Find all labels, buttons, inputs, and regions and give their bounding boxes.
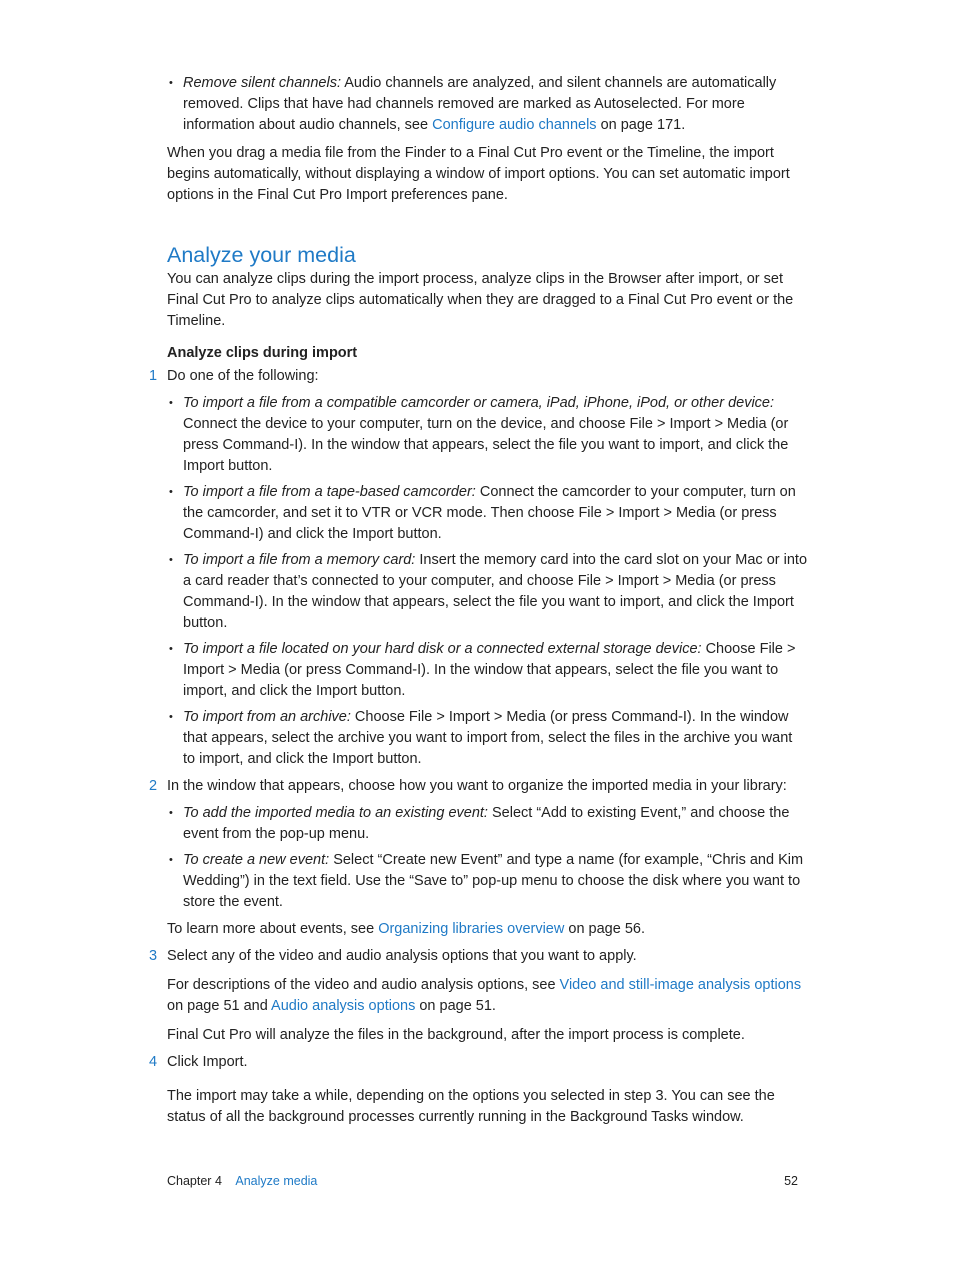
note-text-end: on page 56.	[564, 921, 645, 937]
step-text: Select any of the video and audio analysis options that you want to apply.	[167, 948, 637, 964]
bullet-text: Select “Create new Event” and type a name (for example, “Chris and Kim Wedding”) in the text field. Use the “Save to” pop-up menu to choose the disk where you want to store the event.	[183, 852, 804, 910]
bullet-label: To import a file from a memory card:	[183, 552, 416, 568]
footer-chapter-title-link[interactable]: Analyze media	[235, 1174, 318, 1188]
page-content	[149, 73, 808, 1134]
bullet-text: Audio channels are analyzed, and silent channels are automatically removed. Clips that have had channels removed are marked as Autoselected. For more information about audio channels, see	[183, 75, 777, 133]
bullet-archive	[167, 707, 807, 770]
step-number: 1	[149, 368, 158, 384]
note-text-mid: on page 51 and	[167, 998, 272, 1014]
link-configure-audio-channels[interactable]: Configure audio channels	[432, 117, 597, 133]
bullet-text: Choose File > Import > Media (or press Command-I). In the window that appears, select the file you want to import, and click the Import button.	[183, 641, 796, 699]
section-heading: Analyze your media	[167, 243, 356, 267]
bullet-text-end: on page 171.	[596, 117, 686, 133]
link-audio-analysis-options[interactable]: Audio analysis options	[271, 998, 416, 1014]
bullet-new-event	[167, 850, 807, 913]
section-intro: You can analyze clips during the import process, analyze clips in the Browser after import, or set Final Cut Pro to analyze clips automatically when they are dragged to a Final Cut Pro event or the Timeline.	[167, 271, 794, 329]
step-number: 3	[149, 948, 158, 964]
step-text: Click Import.	[167, 1054, 248, 1070]
bullet-tape-camcorder	[167, 482, 807, 545]
step-2	[149, 776, 807, 940]
note-text-end: on page 51.	[415, 998, 496, 1014]
bullet-text: Select “Add to existing Event,” and choose the event from the pop-up menu.	[183, 805, 790, 842]
footer-chapter: Chapter 4	[167, 1174, 222, 1188]
bullet-label: To add the imported media to an existing event:	[183, 805, 488, 821]
bullet-remove-silent-channels	[167, 73, 807, 136]
note-text: For descriptions of the video and audio analysis options, see	[167, 977, 560, 993]
bullet-memory-card	[167, 550, 807, 634]
step-3	[149, 946, 807, 1046]
bullet-camcorder-device	[167, 393, 807, 477]
bullet-text: Insert the memory card into the card slot on your Mac or into a card reader that’s connected to your computer, and choose File > Import > Media (or press Command-I). In the window that appears, select the file you want to import, and click the Import button.	[183, 552, 808, 631]
bullet-text: Connect the camcorder to your computer, turn on the camcorder, and set it to VTR or VCR mode. Then choose File > Import > Media (or press Command-I) and click the Import button.	[183, 484, 796, 542]
background-analysis-note: Final Cut Pro will analyze the files in the background, after the import process is complete.	[167, 1027, 745, 1043]
bullet-text: Choose File > Import > Media (or press Command-I). In the window that appears, select the archive you want to import from, select the files in the archive you want to import, and click the Import button.	[183, 709, 793, 767]
step-4	[149, 1052, 807, 1128]
bullet-existing-event	[167, 803, 807, 845]
step-number: 2	[149, 778, 158, 794]
step-1	[149, 366, 808, 770]
bullet-label: To import a file from a tape-based camcorder:	[183, 484, 476, 500]
import-duration-note: The import may take a while, depending on the options you selected in step 3. You can see the status of all the background processes currently running in the Background Tasks window.	[167, 1088, 775, 1125]
link-organizing-libraries[interactable]: Organizing libraries overview	[378, 921, 565, 937]
page-number: 52	[784, 1174, 798, 1188]
page-footer	[167, 1172, 798, 1190]
bullet-label: Remove silent channels:	[183, 75, 341, 91]
bullet-text: Connect the device to your computer, turn on the device, and choose File > Import > Media (or press Command-I). In the window that appears, select the file you want to import, and click the Import button.	[183, 416, 789, 474]
events-note	[167, 919, 807, 940]
step-number: 4	[149, 1054, 158, 1070]
note-text: To learn more about events, see	[167, 921, 379, 937]
bullet-hard-disk	[167, 639, 807, 702]
bullet-label: To import from an archive:	[183, 709, 351, 725]
bullet-label: To create a new event:	[183, 852, 330, 868]
subheading: Analyze clips during import	[167, 345, 358, 361]
bullet-label: To import a file from a compatible camcorder or camera, iPad, iPhone, iPod, or other device:	[183, 395, 775, 411]
analysis-options-note	[167, 975, 807, 1017]
paragraph-drag-import: When you drag a media file from the Finder to a Final Cut Pro event or the Timeline, the import begins automatically, without displaying a window of import options. You can set automatic import options in the Final Cut Pro Import preferences pane.	[167, 145, 790, 203]
step-text: In the window that appears, choose how you want to organize the imported media in your library:	[167, 778, 787, 794]
bullet-label: To import a file located on your hard disk or a connected external storage device:	[183, 641, 702, 657]
step-text: Do one of the following:	[167, 368, 319, 384]
link-video-analysis-options[interactable]: Video and still-image analysis options	[559, 977, 802, 993]
